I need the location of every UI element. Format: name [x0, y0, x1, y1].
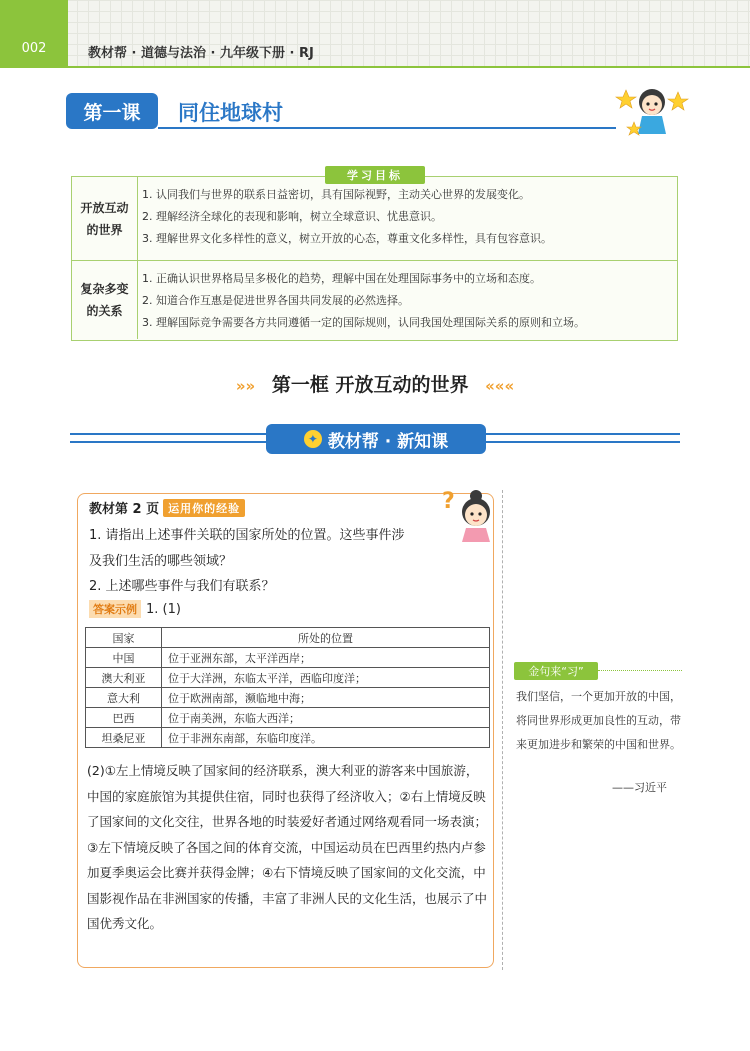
quote-text: 我们坚信，一个更加开放的中国，将同世界形成更加良性的互动，带来更加进步和繁荣的中国和世界。 — [516, 690, 681, 751]
banner-label: 教材帮 · 新知课 — [327, 431, 449, 452]
table-row — [86, 668, 490, 688]
lesson-number-badge: 第一课 — [66, 93, 158, 129]
objective-row — [72, 261, 677, 339]
section-title-text: 第一框 开放互动的世界 — [271, 374, 469, 396]
country-cell: 澳大利亚 — [86, 668, 162, 688]
chevrons-left-icon: ««« — [485, 377, 515, 395]
header-rule — [68, 66, 750, 68]
objective-item: 2. 知道合作互惠是促进世界各国共同发展的必然选择。 — [142, 294, 409, 307]
question-2: 2. 上述哪些事件与我们有联系？ — [89, 579, 275, 594]
location-cell: 位于南美洲，东临大西洋； — [162, 708, 490, 728]
country-cell: 意大利 — [86, 688, 162, 708]
objective-items — [142, 184, 671, 250]
location-cell: 位于亚洲东部，太平洋西岸； — [162, 648, 490, 668]
book-title: 教材帮 · 道德与法治 · 九年级下册 · RJ — [88, 46, 314, 61]
quote-author: ——习近平 — [612, 781, 667, 794]
quote-tag-line — [598, 670, 682, 671]
textbook-page-ref: 教材第 2 页 — [89, 502, 160, 517]
answer-header — [89, 600, 181, 618]
table-header-row — [86, 628, 490, 648]
objective-item: 3. 理解世界文化多样性的意义，树立开放的心态，尊重文化多样性，具有包容意识。 — [142, 232, 552, 245]
country-cell: 中国 — [86, 648, 162, 668]
column-divider — [502, 490, 503, 970]
table-row — [86, 648, 490, 668]
section-title — [0, 370, 750, 397]
objective-row — [72, 177, 677, 261]
answer-tag: 答案示例 — [89, 600, 141, 618]
lesson-title: 同住地球村 — [178, 101, 283, 125]
quote-tag: 金句来“习” — [514, 662, 598, 680]
page-number: 002 — [0, 0, 68, 68]
country-location-table — [85, 627, 490, 748]
country-cell: 巴西 — [86, 708, 162, 728]
lightbulb-icon: ✦ — [304, 430, 322, 448]
objective-row-heading: 复杂多变 的关系 — [72, 261, 138, 339]
table-row — [86, 728, 490, 748]
girl-mascot-with-stars-icon — [614, 82, 692, 138]
objective-row-heading: 开放互动 的世界 — [72, 177, 138, 260]
activity-header — [89, 498, 245, 517]
question-1-line-1: 1. 请指出上述事件关联的国家所处的位置。这些事件涉 — [89, 528, 405, 543]
objective-items — [142, 268, 671, 334]
table-row — [86, 688, 490, 708]
location-cell: 位于欧洲南部，濒临地中海； — [162, 688, 490, 708]
new-lesson-banner — [266, 424, 486, 454]
objective-item: 3. 理解国际竞争需要各方共同遵循一定的国际规则，认同我国处理国际关系的原则和立场。 — [142, 316, 585, 329]
location-cell: 位于大洋洲，东临太平洋，西临印度洋； — [162, 668, 490, 688]
question-1-line-2: 及我们生活的哪些领域？ — [89, 554, 233, 569]
learning-objectives-table — [71, 176, 678, 341]
learning-objectives-label: 学习目标 — [325, 166, 425, 184]
chevrons-right-icon: »» — [235, 377, 256, 395]
objective-item: 1. 正确认识世界格局呈多极化的趋势，理解中国在处理国际事务中的立场和态度。 — [142, 272, 541, 285]
activity-tag: 运用你的经验 — [163, 499, 245, 517]
location-cell: 位于非洲东南部，东临印度洋。 — [162, 728, 490, 748]
table-header: 国家 — [86, 628, 162, 648]
table-row — [86, 708, 490, 728]
table-header: 所处的位置 — [162, 628, 490, 648]
country-cell: 坦桑尼亚 — [86, 728, 162, 748]
answer-paragraph: (2)①左上情境反映了国家间的经济联系，澳大利亚的游客来中国旅游，中国的家庭旅馆为其提供住宿，同时也获得了经济收入；②右上情境反映了国家间的文化交往，世界各地的时装爱好者通过网络观看同一场表演；③左下情境反映了各国之间的体育交流，中国运动员在巴西里约热内卢参加夏季奥运会比赛并获得金牌；④右下情境反映了国家间的文化交流，中国影视作品在非洲国家的传播，丰富了非洲人民的文化生活，也展示了中国优秀文化。 — [87, 763, 488, 931]
objective-item: 2. 理解经济全球化的表现和影响，树立全球意识、忧患意识。 — [142, 210, 442, 223]
objective-item: 1. 认同我们与世界的联系日益密切，具有国际视野，主动关心世界的发展变化。 — [142, 188, 530, 201]
lesson-title-underline — [158, 127, 616, 129]
answer-start: 1. (1) — [146, 601, 181, 617]
svg-text:?: ? — [442, 489, 455, 514]
